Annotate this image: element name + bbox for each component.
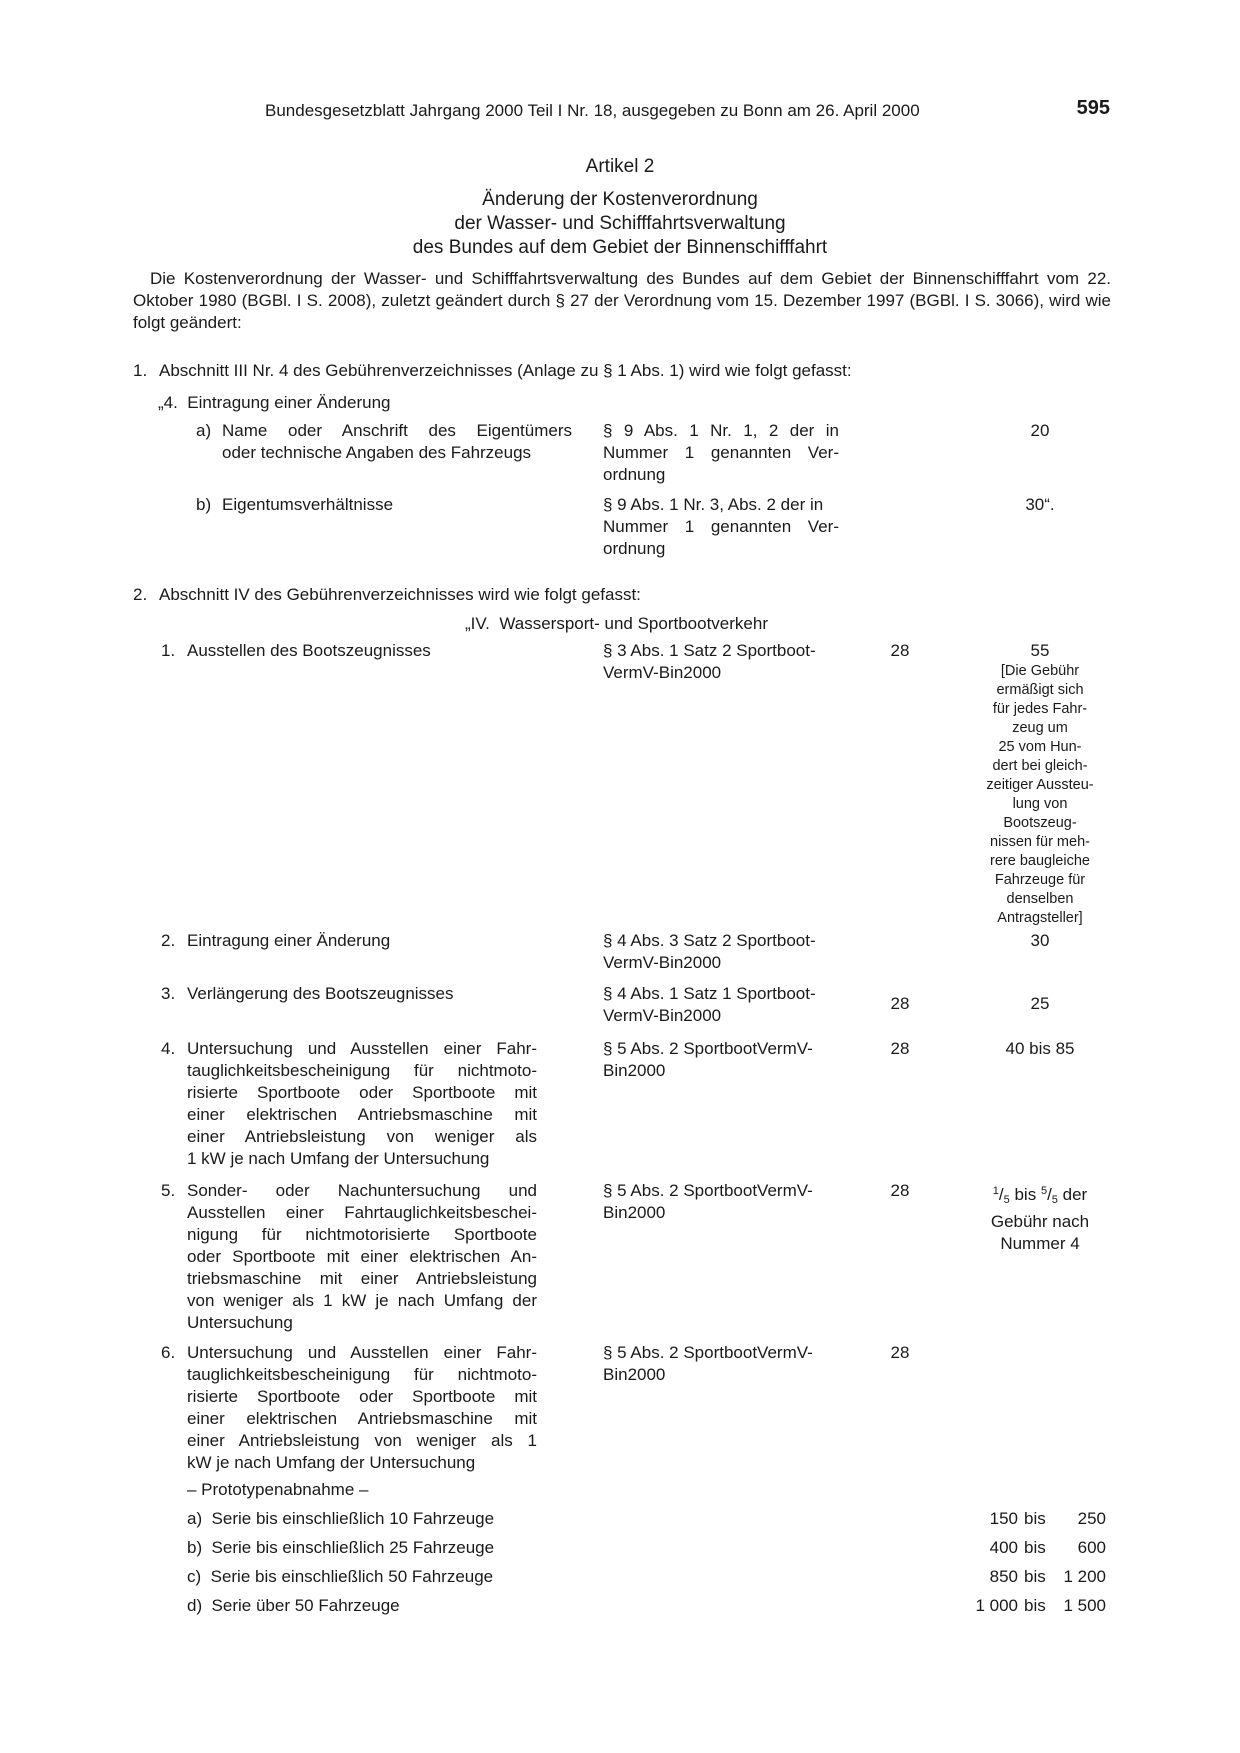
fraction-tail: der (1057, 1185, 1088, 1204)
s2-row-5-col3: 28 (890, 1181, 910, 1200)
series-c-from: 850 (989, 1567, 1018, 1586)
section-2-number: 2. (133, 585, 148, 604)
ref-line: Nummer 1 genannten Ver- (603, 443, 839, 462)
series-d-to: 1 500 (1063, 1596, 1106, 1615)
fee-note-line: Bootszeug- (1003, 815, 1077, 831)
intro-paragraph: Die Kostenverordnung der Wasser- und Schifffahrtsverwaltung des Bundes auf dem Gebiet der Binnenschifffahrt vom 22. Oktober 1980 (BGBl. I S. 2008), zuletzt geändert durch § 27 der Verordnung vom 15. Dezember 1997 (BGBl. I S. 3066), wird wie folgt geändert: (133, 269, 1111, 332)
section-1-number: 1. (133, 361, 148, 380)
s2-row-2-fee: 30 (1030, 931, 1050, 950)
desc-line: Name oder Anschrift des Eigentümers (222, 421, 572, 440)
desc-line: einer Antriebsleistung von weniger als 1 (187, 1431, 537, 1450)
s1-row-b-desc: Eigentumsverhältnisse (222, 495, 394, 514)
ref-line: VermV-Bin2000 (603, 953, 722, 972)
ref-line: § 9 Abs. 1 Nr. 1, 2 der in (603, 421, 839, 440)
s2-row-4-ref (603, 1038, 843, 1082)
s2-row-6-ref (603, 1342, 843, 1386)
desc-line: risierte Sportboote oder Sportboote mit (187, 1387, 537, 1406)
series-b-to: 600 (1077, 1538, 1106, 1557)
desc-line: einer Antriebsleistung von weniger als (187, 1127, 537, 1146)
s1-row-a-desc (222, 420, 572, 464)
series-c-to: 1 200 (1063, 1567, 1106, 1586)
series-b-bis: bis (1024, 1538, 1046, 1557)
fee-line: Gebühr nach (990, 1212, 1090, 1231)
ref-line: Bin2000 (603, 1061, 666, 1080)
fee-fraction-line: $^1/_5$ bis $^5/_5$ der (992, 1185, 1088, 1206)
s2-row-6-number: 6. (161, 1343, 176, 1362)
s2-row-4-desc (187, 1038, 537, 1170)
series-d-from: 1 000 (975, 1596, 1018, 1615)
s2-row-6-desc (187, 1342, 537, 1474)
s1-row-a-label: a) (196, 421, 212, 440)
ref-line: Bin2000 (603, 1365, 666, 1384)
series-a-bis: bis (1024, 1509, 1046, 1528)
series-a-to: 250 (1077, 1509, 1106, 1528)
fee-note-line: ermäßigt sich (996, 682, 1084, 698)
desc-line: einer elektrischen Antriebsmaschine mit (187, 1409, 537, 1428)
s2-row-1-fee: 55 (1030, 641, 1050, 660)
fee-note-line: Fahrzeuge für (994, 872, 1086, 888)
desc-line: nigung für nichtmotorisierte Sportboote (187, 1225, 537, 1244)
fee-note-line: zeitiger Aussteu- (986, 777, 1094, 793)
series-c-bis: bis (1024, 1567, 1046, 1586)
ref-line: § 5 Abs. 2 SportbootVermV- (603, 1039, 813, 1058)
prototype-label: – Prototypenabnahme – (187, 1480, 369, 1499)
ref-line: ordnung (603, 465, 666, 484)
desc-line: tauglichkeitsbescheinigung für nichtmoto- (187, 1061, 537, 1080)
s2-row-1-ref (603, 640, 843, 684)
ref-line: Nummer 1 genannten Ver- (603, 517, 839, 536)
series-d-label: d) Serie über 50 Fahrzeuge (187, 1596, 400, 1615)
ref-line: ordnung (603, 539, 666, 558)
s1-row-b-label: b) (196, 495, 212, 514)
ref-line: § 4 Abs. 1 Satz 1 Sportboot- (603, 984, 816, 1003)
desc-line: von weniger als 1 kW je nach Umfang der (187, 1291, 537, 1310)
fee-note-line: für jedes Fahr- (992, 701, 1088, 717)
section-1-subheading: „4. Eintragung einer Änderung (158, 393, 391, 412)
ref-line: § 9 Abs. 1 Nr. 3, Abs. 2 der in (603, 495, 824, 514)
fee-note-line: nissen für meh- (990, 834, 1090, 850)
ref-line: § 5 Abs. 2 SportbootVermV- (603, 1343, 813, 1362)
series-b-label: b) Serie bis einschließlich 25 Fahrzeuge (187, 1538, 495, 1557)
s2-row-5-number: 5. (161, 1181, 176, 1200)
series-a-label: a) Serie bis einschließlich 10 Fahrzeuge (187, 1509, 495, 1528)
s2-row-2-number: 2. (161, 931, 176, 950)
ref-line: Bin2000 (603, 1203, 666, 1222)
desc-line: 1 kW je nach Umfang der Untersuchung (187, 1149, 490, 1168)
fraction-denominator: 5 (1051, 1194, 1058, 1206)
s2-row-1-desc: Ausstellen des Bootszeugnisses (187, 641, 431, 660)
fraction-mid: bis (1009, 1185, 1041, 1204)
s2-row-2-desc: Eintragung einer Änderung (187, 931, 391, 950)
section-1-text: Abschnitt III Nr. 4 des Gebührenverzeichnisses (Anlage zu § 1 Abs. 1) wird wie folgt gefasst: (159, 361, 852, 380)
fee-note-line: rere baugleiche (990, 853, 1090, 869)
s2-row-3-col3: 28 (890, 994, 910, 1013)
desc-line: Ausstellen einer Fahrtauglichkeitsbeschei- (187, 1203, 537, 1222)
page-number: 595 (1076, 97, 1110, 119)
desc-line: Untersuchung (187, 1313, 293, 1332)
s2-row-3-ref (603, 983, 843, 1027)
ref-line: § 3 Abs. 1 Satz 2 Sportboot- (603, 641, 816, 660)
ref-line: § 4 Abs. 3 Satz 2 Sportboot- (603, 931, 816, 950)
s2-row-4-fee: 40 bis 85 (1005, 1039, 1075, 1058)
fee-note-line: lung von (1012, 796, 1068, 812)
article-label: Artikel 2 (585, 156, 655, 177)
s1-row-a-fee: 20 (1030, 421, 1050, 440)
fraction-denominator: 5 (1003, 1194, 1010, 1206)
ref-line: VermV-Bin2000 (603, 663, 722, 682)
s2-row-1-col3: 28 (890, 641, 910, 660)
s2-row-4-number: 4. (161, 1039, 176, 1058)
desc-line: oder technische Angaben des Fahrzeugs (222, 443, 532, 462)
s1-row-b-ref (603, 494, 839, 560)
fee-note-line: 25 vom Hun- (998, 739, 1082, 755)
s1-row-b-fee: 30“. (1025, 495, 1055, 514)
fee-note-line: dert bei gleich- (992, 758, 1088, 774)
fraction-numerator: 5 (1040, 1185, 1048, 1197)
section-2-text: Abschnitt IV des Gebührenverzeichnisses wird wie folgt gefasst: (159, 585, 641, 604)
running-header: Bundesgesetzblatt Jahrgang 2000 Teil I Nr. 18, ausgegeben zu Bonn am 26. April 2000 (265, 101, 920, 120)
s2-row-4-col3: 28 (890, 1039, 910, 1058)
s2-row-2-ref (603, 930, 843, 974)
section-2-subheading: „IV. Wassersport- und Sportbootverkehr (465, 614, 768, 633)
s2-row-1-number: 1. (161, 641, 176, 660)
fee-note-line: denselben (1006, 891, 1074, 907)
s2-row-5-fee (975, 1180, 1105, 1255)
s2-row-5-desc (187, 1180, 537, 1334)
desc-line: tauglichkeitsbescheinigung für nichtmoto- (187, 1365, 537, 1384)
desc-line: oder Sportboote mit einer elektrischen An- (187, 1247, 537, 1266)
desc-line: triebsmaschine mit einer Antriebsleistung (187, 1269, 537, 1288)
s2-row-3-fee: 25 (1030, 994, 1050, 1013)
desc-line: risierte Sportboote oder Sportboote mit (187, 1083, 537, 1102)
desc-line: Sonder- oder Nachuntersuchung und (187, 1181, 537, 1200)
s2-row-1-fee-note (975, 662, 1105, 928)
article-title-line-3: des Bundes auf dem Gebiet der Binnenschifffahrt (412, 237, 828, 258)
series-d-bis: bis (1024, 1596, 1046, 1615)
fee-note-line: zeug um (1012, 720, 1068, 736)
fraction-numerator: 1 (992, 1185, 999, 1197)
desc-line: Untersuchung und Ausstellen einer Fahr- (187, 1039, 537, 1058)
series-a-from: 150 (989, 1509, 1018, 1528)
desc-line: Untersuchung und Ausstellen einer Fahr- (187, 1343, 537, 1362)
fee-note-line: Antragsteller] (997, 910, 1083, 926)
series-c-label: c) Serie bis einschließlich 50 Fahrzeuge (187, 1567, 494, 1586)
ref-line: VermV-Bin2000 (603, 1006, 722, 1025)
article-title-line-2: der Wasser- und Schifffahrtsverwaltung (454, 213, 786, 234)
s2-row-3-desc: Verlängerung des Bootszeugnisses (187, 984, 454, 1003)
fee-line: Nummer 4 (1000, 1234, 1080, 1253)
ref-line: § 5 Abs. 2 SportbootVermV- (603, 1181, 813, 1200)
fee-note-line: [Die Gebühr (1000, 663, 1080, 679)
s2-row-5-ref (603, 1180, 843, 1224)
s2-row-3-number: 3. (161, 984, 176, 1003)
series-b-from: 400 (989, 1538, 1018, 1557)
s1-row-a-ref (603, 420, 839, 486)
s2-row-6-col3: 28 (890, 1343, 910, 1362)
desc-line: kW je nach Umfang der Untersuchung (187, 1453, 476, 1472)
desc-line: einer elektrischen Antriebsmaschine mit (187, 1105, 537, 1124)
article-title-line-1: Änderung der Kostenverordnung (482, 189, 758, 210)
